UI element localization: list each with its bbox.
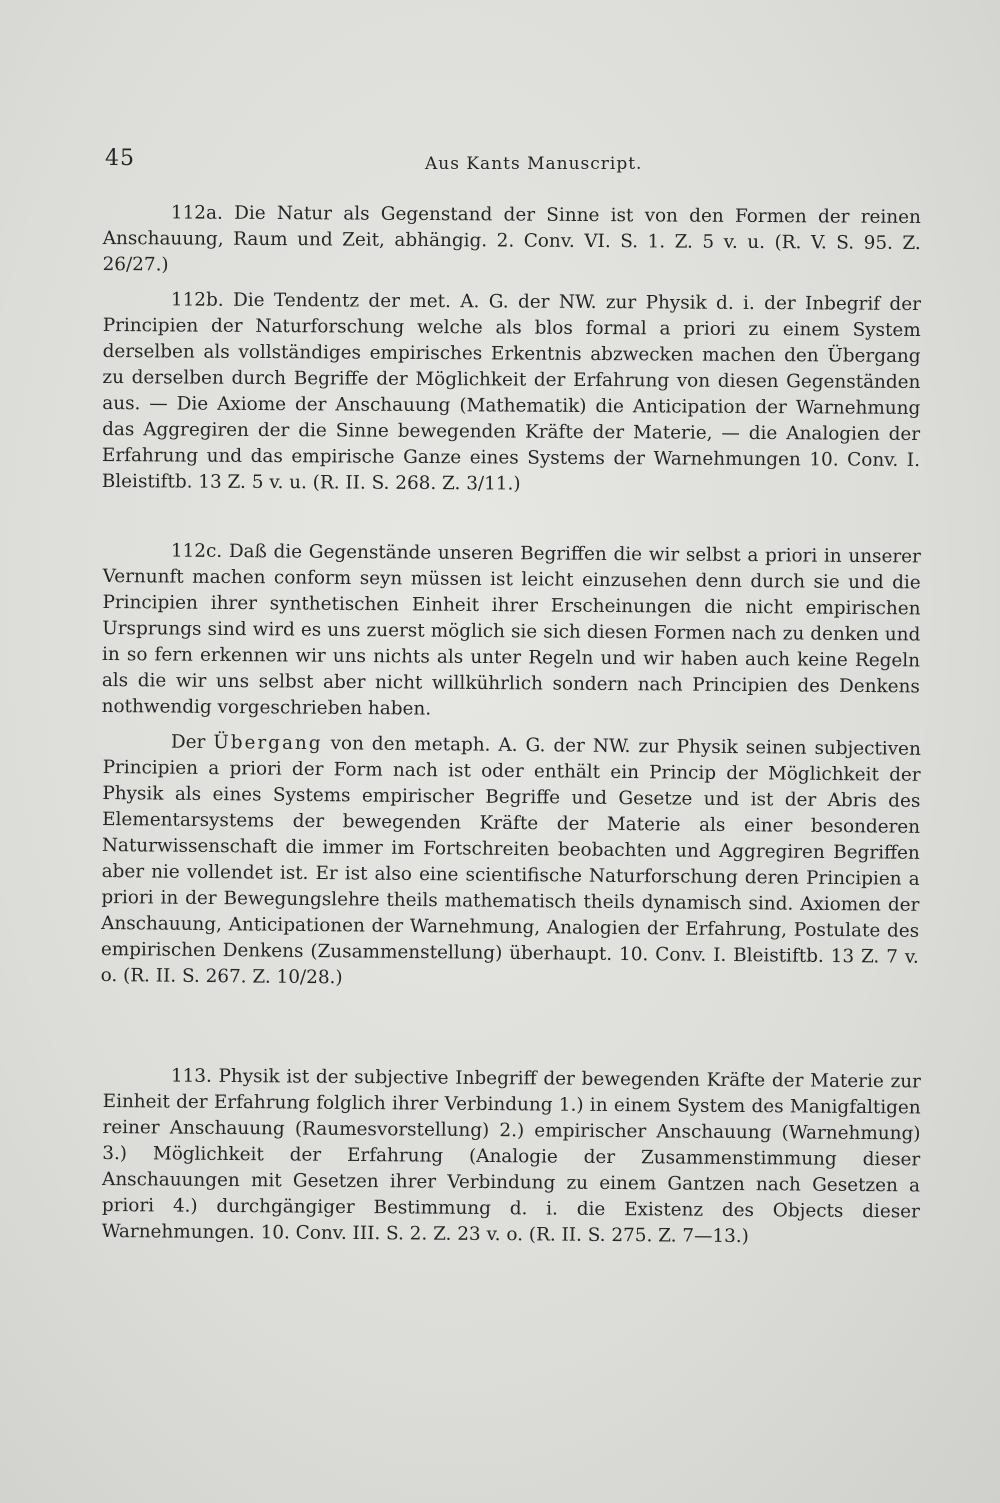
entry-112b [102,287,921,500]
running-title: Aus Kants Manuscript. [425,154,643,174]
entry-112a-text: 112a. Die Natur als Gegenstand der Sinne ist von den Formen der reinen Anschauung, Raum und Zeit, abhängig. 2. Conv. VI. S. 1. Z. 5 v. u. (R. V. S. 95. Z. 26/27.) [102,202,921,276]
entry-uebergang-text [101,729,921,997]
entry-112c-text: 112c. Daß die Gegenstände unseren Begriffen die wir selbst a priori in unserer Vernunft machen conform seyn müssen ist leicht einzusehen denn durch sie und die Principien ihrer synthetischen Einheit ihrer Erscheinungen die nicht empirischen Ursprungs sind wird es uns zuerst möglich sie sich diesen Formen nach zu denken und in so fern erkennen wir uns nichts als unter Regeln und wir haben auch keine Regeln als die wir uns selbst aber nicht willkührlich sondern nach Principien des Denkens nothwendig vorgeschrieben haben. [101,540,921,720]
uebergang-prefix: Der [170,731,214,754]
uebergang-body: von den metaph. A. G. der NW. zur Physik seinen subjectiven Principien a priori der Form nach ist oder enthält ein Princip der Möglichkeit der Physik als eines Systems empirischer Begriffe und Gesetze und ist der Abris des Elementarsystems der bewegenden Kräfte der Materie als einer besonderen Naturwissenschaft die immer im Fortschreiten beobachten und Aggregiren Begriffen aber nie vollendet ist. Er ist also eine scientifische Naturforschung deren Principien a priori in der Bewegungslehre theils mathematisch theils dynamisch sind. Axiomen der Anschauung, Anticipationen der Warnehmung, Analogien der Erfahrung, Postulate des empirischen Denkens (Zusammenstellung) überhaupt. 10. Conv. I. Bleistiftb. 13 Z. 7 v. o. (R. II. S. 267. Z. 10/28.) [100,733,921,989]
page-number: 45 [105,146,135,171]
uebergang-spaced-word: Übergang [213,732,323,755]
entry-112a [103,200,921,283]
entry-113-text: 113. Physik ist der subjective Inbegriff der bewegenden Kräfte der Materie zur Einheit der Erfahrung folglich ihrer Verbindung 1.) in einem System des Manigfaltigen reiner Anschauung (Raumesvorstellung) 2.) empirischer Anschauung (Warnehmung) 3.) Möglichkeit der Erfahrung (Analogie der Zusammenstimmung dieser Anschauungen mit Gesetzen ihrer Verbindung zu einem Gantzen nach Gesetzen a priori 4.) durchgängiger Bestimmung d. i. die Existenz des Objects dieser Warnehmungen. 10. Conv. III. S. 2. Z. 23 v. o. (R. II. S. 275. Z. 7—13.) [101,1065,921,1248]
entry-uebergang [101,729,921,997]
entry-112c [102,538,921,726]
entry-112b-text: 112b. Die Tendentz der met. A. G. der NW. zur Physik d. i. der Inbegrif der Principien der Naturforschung welche als blos formal a priori zu einem System derselben als vollständiges empirisches Erkentnis abzwecken machen den Übergang zu derselben durch Begriffe der Möglichkeit der Erfahrung von diesen Gegenständen aus. — Die Axiome der Anschauung (Mathematik) die Anticipation der Warnehmung das Aggregiren der die Sinne bewegenden Kräfte der Materie, — die Analogien der Erfahrung und das empirische Ganze eines Systems der Warnehmungen 10. Conv. I. Bleistiftb. 13 Z. 5 v. u. (R. II. S. 268. Z. 3/11.) [101,289,921,495]
page-header [105,146,925,176]
entry-113 [102,1063,921,1251]
